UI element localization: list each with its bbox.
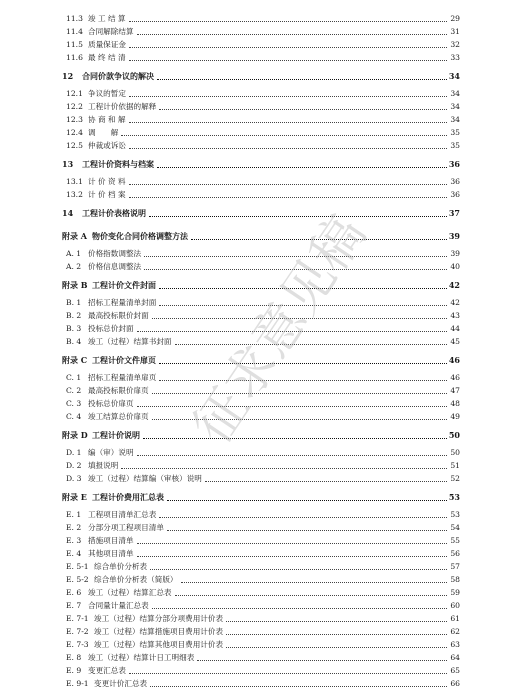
toc-entry-number: B. 1 xyxy=(66,298,82,307)
dot-leader xyxy=(129,96,447,97)
toc-entry[interactable] xyxy=(0,508,522,521)
toc-entry-number: E. 1 xyxy=(66,510,82,519)
toc-entry[interactable] xyxy=(0,126,522,139)
dot-leader xyxy=(205,481,447,482)
toc-entry-number: E. 6 xyxy=(66,588,82,597)
toc-entry-title: 最高投标限价扉页 xyxy=(88,386,149,395)
toc-entry-title: 最高投标限价封面 xyxy=(88,311,149,320)
toc-entry-title: 价格信息调整法 xyxy=(88,262,142,271)
toc-entry[interactable] xyxy=(0,12,522,25)
toc-page-number: 61 xyxy=(450,614,460,623)
toc-entry-title: 价格指数调整法 xyxy=(88,249,142,258)
toc-page-number: 59 xyxy=(450,588,460,597)
toc-entry-title: 招标工程量清单封面 xyxy=(88,298,157,307)
dot-leader xyxy=(159,288,447,289)
dot-leader xyxy=(144,269,447,270)
toc-entry-number: C. 2 xyxy=(66,386,82,395)
toc-entry-title: 编（审）说明 xyxy=(88,448,134,457)
toc-entry[interactable] xyxy=(0,371,522,384)
toc-entry-title: 变更计价汇总表 xyxy=(94,679,148,688)
dot-leader xyxy=(226,621,447,622)
toc-page-number: 40 xyxy=(450,262,460,271)
dot-leader xyxy=(152,318,447,319)
toc-page-number: 48 xyxy=(450,399,460,408)
toc-entry-title: 工程计价文件扉页 xyxy=(92,355,156,365)
toc-entry[interactable] xyxy=(0,38,522,51)
toc-page-number: 35 xyxy=(450,128,460,137)
toc-entry-title: 填报说明 xyxy=(88,461,119,470)
toc-entry-number: 附录 B xyxy=(62,280,88,290)
dot-leader xyxy=(167,530,447,531)
dot-leader xyxy=(137,455,447,456)
dot-leader xyxy=(152,608,447,609)
toc-entry-number: E. 3 xyxy=(66,536,82,545)
toc-heading[interactable] xyxy=(0,207,522,220)
toc-entry-number: 12.4 xyxy=(66,128,83,137)
draft-watermark: 征求意见稿 xyxy=(182,205,378,455)
toc-entry[interactable] xyxy=(0,113,522,126)
toc-heading[interactable] xyxy=(0,70,522,83)
toc-entry-title: 竣工结算总价扉页 xyxy=(88,412,149,421)
toc-entry-title: 竣工（过程）结算措施项目费用计价表 xyxy=(94,627,224,636)
toc-entry-title: 合同解除结算 xyxy=(88,27,134,36)
toc-entry-number: C. 4 xyxy=(66,412,82,421)
toc-entry-number: E. 9 xyxy=(66,666,82,675)
toc-entry-title: 竣工（过程）结算分部分项费用计价表 xyxy=(94,614,224,623)
toc-entry-title: 竣工（过程）结算汇总表 xyxy=(88,588,172,597)
toc-entry[interactable] xyxy=(0,521,522,534)
dot-leader xyxy=(175,344,447,345)
toc-entry-title: 工程计价依据的解释 xyxy=(88,102,157,111)
toc-entry-title: 工程计价说明 xyxy=(92,430,140,440)
toc-page-number: 53 xyxy=(450,510,460,519)
toc-page-number: 36 xyxy=(450,190,460,199)
toc-entry[interactable] xyxy=(0,335,522,348)
toc-entry-title: 计 价 资 料 xyxy=(88,177,126,186)
toc-page-number: 44 xyxy=(450,324,460,333)
toc-page-number: 52 xyxy=(450,474,460,483)
toc-entry-number: D. 2 xyxy=(66,461,82,470)
toc-entry-title: 投标总价扉页 xyxy=(88,399,134,408)
toc-page-number: 36 xyxy=(448,159,460,169)
toc-entry[interactable] xyxy=(0,625,522,638)
toc-entry-number: 13.2 xyxy=(66,190,83,199)
toc-page-number: 63 xyxy=(450,640,460,649)
toc-entry[interactable] xyxy=(0,599,522,612)
dot-leader xyxy=(137,406,447,407)
toc-page-number: 36 xyxy=(450,177,460,186)
toc-entry-number: 12.1 xyxy=(66,89,83,98)
toc-page-number: 39 xyxy=(450,249,460,258)
toc-entry-title: 竣 工 结 算 xyxy=(88,14,126,23)
toc-heading[interactable] xyxy=(0,354,522,367)
toc-page-number: 50 xyxy=(448,430,460,440)
toc-entry-number: 13.1 xyxy=(66,177,83,186)
toc-entry[interactable] xyxy=(0,188,522,201)
dot-leader xyxy=(137,556,447,557)
dot-leader xyxy=(129,197,447,198)
toc-heading[interactable] xyxy=(0,158,522,171)
toc-heading[interactable] xyxy=(0,279,522,292)
toc-entry-number: 12.5 xyxy=(66,141,83,150)
dot-leader xyxy=(129,184,447,185)
toc-page-number: 32 xyxy=(450,40,460,49)
toc-entry-title: 竣工（过程）结算编（审核）说明 xyxy=(88,474,202,483)
toc-entry[interactable] xyxy=(0,472,522,485)
toc-entry-number: 14 xyxy=(62,208,74,218)
toc-entry[interactable] xyxy=(0,51,522,64)
toc-entry-number: A. 1 xyxy=(66,249,82,258)
toc-page-number: 54 xyxy=(450,523,460,532)
toc-page-number: 57 xyxy=(450,562,460,571)
toc-page-number: 66 xyxy=(450,679,460,688)
toc-entry-title: 质量保证金 xyxy=(88,40,126,49)
toc-entry[interactable] xyxy=(0,612,522,625)
toc-entry-number: 11.6 xyxy=(66,53,83,62)
dot-leader xyxy=(159,380,447,381)
toc-entry-number: 12 xyxy=(62,71,74,81)
toc-entry-number: E. 7-1 xyxy=(66,614,89,623)
toc-page-number: 33 xyxy=(450,53,460,62)
toc-entry-number: 附录 A xyxy=(62,231,87,241)
toc-entry-number: 11.3 xyxy=(66,14,83,23)
toc-page-number: 55 xyxy=(450,536,460,545)
toc-entry-number: A. 2 xyxy=(66,262,82,271)
toc-entry-number: 附录 C xyxy=(62,355,88,365)
toc-page-number: 47 xyxy=(450,386,460,395)
toc-entry[interactable] xyxy=(0,260,522,273)
toc-page-number: 53 xyxy=(448,492,460,502)
toc-entry-number: E. 7 xyxy=(66,601,82,610)
toc-entry-number: 附录 E xyxy=(62,492,87,502)
toc-page-number: 29 xyxy=(450,14,460,23)
toc-entry[interactable] xyxy=(0,87,522,100)
toc-entry-number: B. 4 xyxy=(66,337,82,346)
toc-entry[interactable] xyxy=(0,309,522,322)
toc-entry[interactable] xyxy=(0,296,522,309)
dot-leader xyxy=(150,569,447,570)
toc-entry[interactable] xyxy=(0,459,522,472)
toc-heading[interactable] xyxy=(0,491,522,504)
toc-entry[interactable] xyxy=(0,573,522,586)
toc-page-number: 56 xyxy=(450,549,460,558)
toc-entry-number: 11.4 xyxy=(66,27,83,36)
toc-entry[interactable] xyxy=(0,547,522,560)
toc-entry-title: 协 商 和 解 xyxy=(88,115,126,124)
dot-leader xyxy=(157,167,447,168)
toc-entry-title: 其他项目清单 xyxy=(88,549,134,558)
toc-page-number: 65 xyxy=(450,666,460,675)
toc-entry-title: 计 价 档 案 xyxy=(88,190,126,199)
toc-entry[interactable] xyxy=(0,384,522,397)
dot-leader xyxy=(226,647,447,648)
toc-entry-number: D. 1 xyxy=(66,448,82,457)
toc-entry-number: C. 1 xyxy=(66,373,82,382)
toc-entry-title: 仲裁或诉讼 xyxy=(88,141,126,150)
toc-entry-number: E. 2 xyxy=(66,523,82,532)
toc-entry-title: 工程计价费用汇总表 xyxy=(92,492,164,502)
toc-entry-number: E. 4 xyxy=(66,549,82,558)
toc-entry[interactable] xyxy=(0,664,522,677)
toc-entry-number: E. 7-2 xyxy=(66,627,89,636)
toc-entry-number: E. 7-3 xyxy=(66,640,89,649)
toc-entry-title: 变更汇总表 xyxy=(88,666,126,675)
toc-heading[interactable] xyxy=(0,230,522,243)
toc-entry[interactable] xyxy=(0,322,522,335)
toc-entry[interactable] xyxy=(0,560,522,573)
toc-page-number: 34 xyxy=(450,89,460,98)
toc-entry-title: 综合单价分析表（简版） xyxy=(94,575,178,584)
toc-entry[interactable] xyxy=(0,175,522,188)
dot-leader xyxy=(175,595,447,596)
toc-entry-title: 工程计价文件封面 xyxy=(92,280,156,290)
dot-leader xyxy=(129,60,447,61)
toc-entry-title: 工程计价资料与档案 xyxy=(82,159,154,169)
toc-entry-title: 竣工（过程）结算书封面 xyxy=(88,337,172,346)
toc-entry-number: E. 5-2 xyxy=(66,575,89,584)
dot-leader xyxy=(167,500,447,501)
dot-leader xyxy=(159,517,447,518)
toc-entry[interactable] xyxy=(0,651,522,664)
toc-entry-title: 投标总价封面 xyxy=(88,324,134,333)
toc-entry-title: 合同量计量汇总表 xyxy=(88,601,149,610)
toc-entry-number: 13 xyxy=(62,159,74,169)
toc-page-number: 31 xyxy=(450,27,460,36)
toc-heading[interactable] xyxy=(0,429,522,442)
toc-entry-number: B. 3 xyxy=(66,324,82,333)
dot-leader xyxy=(121,468,447,469)
toc-entry[interactable] xyxy=(0,25,522,38)
toc-entry-number: C. 3 xyxy=(66,399,82,408)
toc-entry-title: 竣工（过程）结算计日工明细表 xyxy=(88,653,195,662)
dot-leader xyxy=(181,582,447,583)
toc-entry[interactable] xyxy=(0,100,522,113)
dot-leader xyxy=(152,393,447,394)
toc-entry-title: 最 终 结 清 xyxy=(88,53,126,62)
dot-leader xyxy=(150,686,447,687)
toc-page-number: 46 xyxy=(450,373,460,382)
dot-leader xyxy=(152,419,447,420)
dot-leader xyxy=(197,660,447,661)
toc-entry[interactable] xyxy=(0,677,522,690)
dot-leader xyxy=(159,109,447,110)
toc-page-number: 35 xyxy=(450,141,460,150)
dot-leader xyxy=(137,331,447,332)
toc-entry-number: E. 9-1 xyxy=(66,679,89,688)
toc-page-number: 43 xyxy=(450,311,460,320)
toc-page-number: 37 xyxy=(448,208,460,218)
toc-entry-title: 分部分项工程项目清单 xyxy=(88,523,164,532)
toc-entry-number: E. 8 xyxy=(66,653,82,662)
toc-entry-title: 竣工（过程）结算其他项目费用计价表 xyxy=(94,640,224,649)
toc-entry[interactable] xyxy=(0,397,522,410)
dot-leader xyxy=(159,305,447,306)
toc-entry[interactable] xyxy=(0,534,522,547)
toc-entry[interactable] xyxy=(0,410,522,423)
dot-leader xyxy=(157,79,447,80)
dot-leader xyxy=(129,148,447,149)
toc-entry[interactable] xyxy=(0,638,522,651)
toc-page-number: 60 xyxy=(450,601,460,610)
toc-page-number: 58 xyxy=(450,575,460,584)
toc-entry[interactable] xyxy=(0,247,522,260)
toc-entry-number: 附录 D xyxy=(62,430,88,440)
toc-entry[interactable] xyxy=(0,446,522,459)
toc-page-number: 49 xyxy=(450,412,460,421)
dot-leader xyxy=(191,239,447,240)
dot-leader xyxy=(129,47,447,48)
dot-leader xyxy=(159,363,447,364)
toc-entry[interactable] xyxy=(0,586,522,599)
toc-page-number: 51 xyxy=(450,461,460,470)
dot-leader xyxy=(226,634,447,635)
toc-entry-title: 措施项目清单 xyxy=(88,536,134,545)
toc-page-number: 46 xyxy=(448,355,460,365)
toc-page-number: 34 xyxy=(448,71,460,81)
toc-page-number: 39 xyxy=(448,231,460,241)
toc-page-number: 34 xyxy=(450,102,460,111)
toc-entry-title: 招标工程量清单扉页 xyxy=(88,373,157,382)
toc-page-number: 45 xyxy=(450,337,460,346)
toc-entry-title: 调 解 xyxy=(88,128,119,137)
toc-entry-title: 工程计价表格说明 xyxy=(82,208,146,218)
toc-entry-number: B. 2 xyxy=(66,311,82,320)
toc-entry-number: E. 5-1 xyxy=(66,562,89,571)
toc-entry-number: 11.5 xyxy=(66,40,83,49)
toc-entry-title: 合同价款争议的解决 xyxy=(82,71,154,81)
toc-entry-title: 争议的暂定 xyxy=(88,89,126,98)
dot-leader xyxy=(143,438,447,439)
dot-leader xyxy=(129,122,447,123)
toc-entry-title: 综合单价分析表 xyxy=(94,562,148,571)
dot-leader xyxy=(144,256,447,257)
toc-entry-number: D. 3 xyxy=(66,474,82,483)
toc-entry-number: 12.3 xyxy=(66,115,83,124)
toc-entry-number: 12.2 xyxy=(66,102,83,111)
toc-page-number: 64 xyxy=(450,653,460,662)
dot-leader xyxy=(137,34,447,35)
dot-leader xyxy=(129,21,447,22)
dot-leader xyxy=(137,543,447,544)
dot-leader xyxy=(121,135,447,136)
dot-leader xyxy=(129,673,447,674)
toc-entry-title: 物价变化合同价格调整方法 xyxy=(92,231,188,241)
dot-leader xyxy=(149,216,447,217)
toc-page-number: 50 xyxy=(450,448,460,457)
toc-page-number: 42 xyxy=(448,280,460,290)
toc-entry[interactable] xyxy=(0,139,522,152)
toc-entry-title: 工程项目清单汇总表 xyxy=(88,510,157,519)
toc-page-number: 34 xyxy=(450,115,460,124)
toc-page-number: 62 xyxy=(450,627,460,636)
toc-page-number: 42 xyxy=(450,298,460,307)
